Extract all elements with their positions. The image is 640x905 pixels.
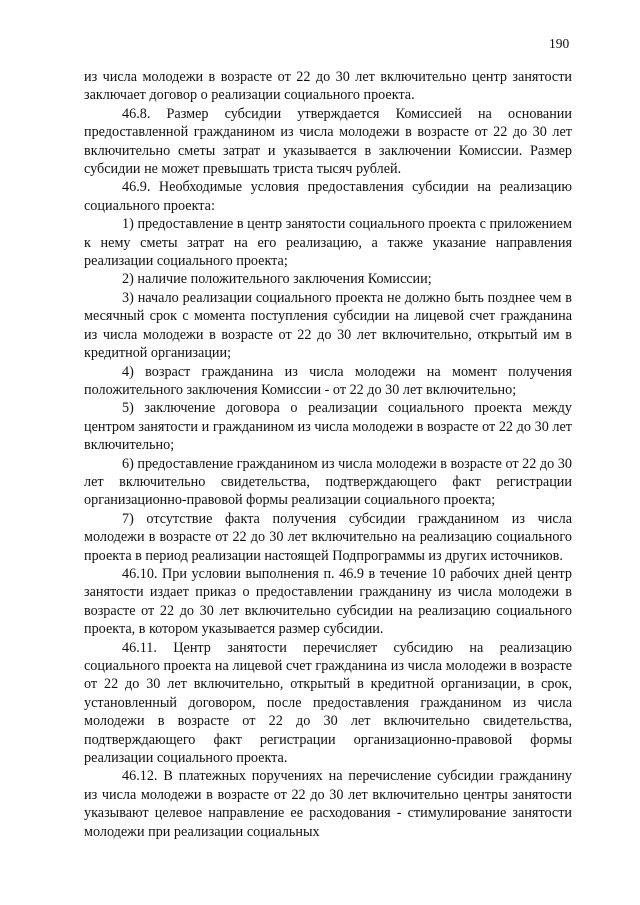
paragraph-46-12: 46.12. В платежных поручениях на перечисление субсидии гражданину из числа молодежи в возрасте от 22 до 30 лет включительно центры занятости указывают целевое направление ее расходования - стимулирование занятости молодежи при реализации социальных: [84, 768, 572, 840]
list-item-6: 6) предоставление гражданином из числа молодежи в возрасте от 22 до 30 лет включительно свидетельства, подтверждающего факт регистрации организационно-правовой формы реализации социального проекта;: [84, 455, 572, 509]
paragraph-46-8: 46.8. Размер субсидии утверждается Комиссией на основании предоставленной гражданином из числа молодежи в возрасте от 22 до 30 лет включительно сметы затрат и указывается в заключении Комиссии. Размер субсидии не может превышать триста тысяч рублей.: [84, 105, 572, 178]
page-number: 190: [549, 36, 570, 51]
list-item-5: 5) заключение договора о реализации социального проекта между центром занятости и гражданином из числа молодежи в возрасте от 22 до 30 лет включительно;: [84, 400, 572, 454]
paragraph-continuation: из числа молодежи в возрасте от 22 до 30 лет включительно центр занятости заключает договор о реализации социального проекта.: [84, 69, 572, 104]
list-item-1: 1) предоставление в центр занятости социального проекта с приложением к нему сметы затрат на его реализацию, а также указание направления реализации социального проекта;: [84, 216, 572, 270]
list-item-4: 4) возраст гражданина из числа молодежи на момент получения положительного заключения Комиссии - от 22 до 30 лет включительно;: [84, 363, 572, 398]
paragraph-46-9: 46.9. Необходимые условия предоставления субсидии на реализацию социального проекта:: [84, 179, 572, 214]
list-item-3: 3) начало реализации социального проекта не должно быть позднее чем в месячный срок с момента поступления субсидии на лицевой счет гражданина из числа молодежи в возрасте от 22 до 30 лет включительно, открытый им в кредитной организации;: [84, 289, 572, 362]
document-body: [84, 68, 572, 841]
list-item-2: 2) наличие положительного заключения Комиссии;: [122, 271, 432, 288]
paragraph-46-10: 46.10. При условии выполнения п. 46.9 в течение 10 рабочих дней центр занятости издает приказ о предоставлении гражданину из числа молодежи в возрасте от 22 до 30 лет включительно субсидии на реализацию социального проекта, в котором указывается размер субсидии.: [84, 565, 572, 638]
list-item-7: 7) отсутствие факта получения субсидии гражданином из числа молодежи в возрасте от 22 до 30 лет включительно на реализацию социального проекта в период реализации настоящей Подпрограммы из других источников.: [84, 510, 572, 564]
paragraph-46-11: 46.11. Центр занятости перечисляет субсидию на реализацию социального проекта на лицевой счет гражданина из числа молодежи в возрасте от 22 до 30 лет включительно, открытый в кредитной организации, в срок, установленный договором, после предоставления гражданином из числа молодежи в возрасте от 22 до 30 лет включительно свидетельства, подтверждающего факт регистрации организационно-правовой формы реализации социального проекта.: [84, 639, 572, 767]
